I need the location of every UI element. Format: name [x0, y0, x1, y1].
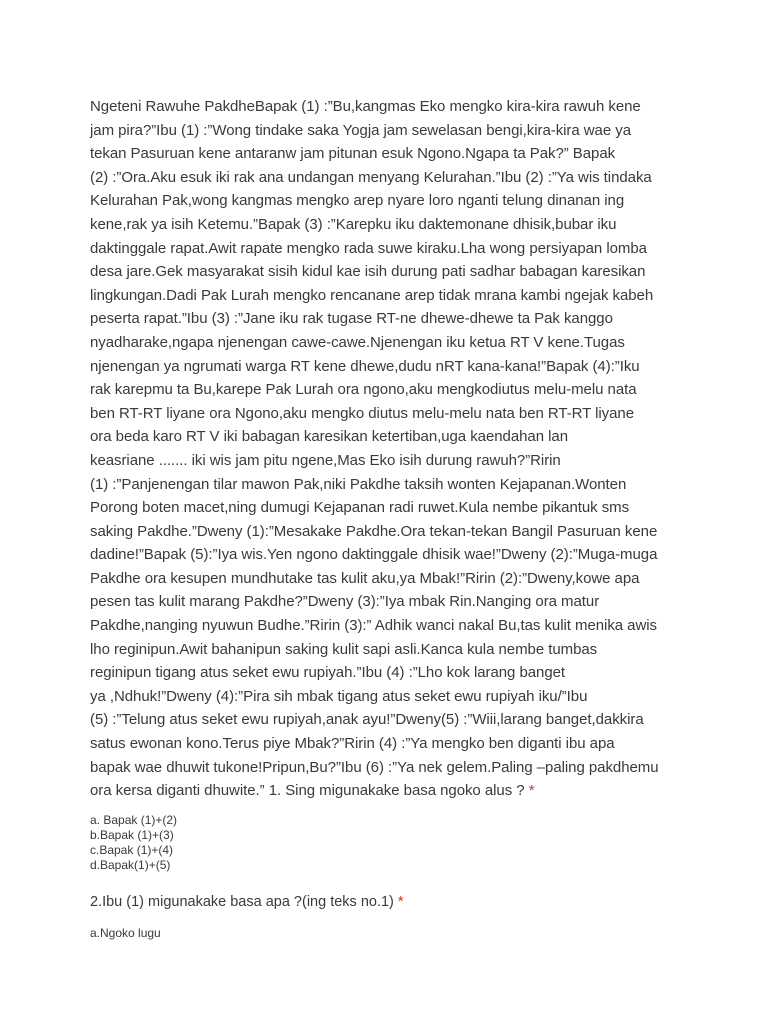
- passage-line: Pakdhe,nanging nyuwun Budhe.”Ririn (3):” Adhik wanci nakal Bu,tas kulit menika awis: [90, 617, 657, 635]
- passage-line: Ngeteni Rawuhe PakdheBapak (1) :”Bu,kangmas Eko mengko kira-kira rawuh kene: [90, 98, 641, 115]
- passage-line: Porong boten macet,ning dumugi Kejapanan radi ruwet.Kula nembe pikantuk sms: [90, 499, 630, 517]
- passage-line: lho reginipun.Awit bahanipun saking kulit sapi asli.Kanca kula nembe tumbas: [90, 640, 598, 658]
- passage-line: pesen tas kulit marang Pakdhe?”Dweny (3):”Iya mbak Rin.Nanging ora matur: [90, 593, 600, 611]
- question-2-option-a[interactable]: a.Ngoko lugu: [90, 925, 161, 940]
- passage-line: tekan Pasuruan kene antaranw jam pitunan esuk Ngono.Ngapa ta Pak?” Bapak: [90, 145, 616, 163]
- passage-line: peserta rapat.”Ibu (3) :”Jane iku rak tugase RT-ne dhewe-dhewe ta Pak kanggo: [90, 310, 613, 328]
- passage-line: bapak wae dhuwit tukone!Pripun,Bu?”Ibu (6) :”Ya nek gelem.Paling –paling pakdhemu: [90, 758, 659, 776]
- passage-line: desa jare.Gek masyarakat sisih kidul kae isih durung pati sadhar babagan karesikan: [90, 263, 646, 281]
- document-body: [90, 95, 690, 941]
- passage-line: lingkungan.Dadi Pak Lurah mengko rencanane arep tidak mrana kambi ngejak kabeh: [90, 286, 654, 304]
- passage-line: Kelurahan Pak,wong kangmas mengko arep nyare loro nganti telung dinanan ing: [90, 192, 625, 210]
- option-c[interactable]: c.Bapak (1)+(4): [90, 843, 174, 858]
- question-1-options: [90, 813, 690, 874]
- passage-line: ben RT-RT liyane ora Ngono,aku mengko diutus melu-melu nata ben RT-RT liyane: [90, 404, 635, 422]
- passage-line: jam pira?”Ibu (1) :”Wong tindake saka Yogja jam sewelasan bengi,kira-kira wae ya: [90, 121, 632, 139]
- passage-line: reginipun tigang atus seket ewu rupiyah.”Ibu (4) :”Lho kok larang banget: [90, 664, 566, 682]
- passage-line: ora beda karo RT V iki babagan karesikan ketertiban,uga kaendahan lan: [90, 428, 568, 446]
- passage-line: daktinggale rapat.Awit rapate mengko rada suwe kiraku.Lha wong persiyapan lomba: [90, 239, 647, 257]
- passage-line: rak karepmu ta Bu,karepe Pak Lurah ora ngono,aku mengkodiutus melu-melu nata: [90, 381, 637, 399]
- passage-line: satus ewonan kono.Terus piye Mbak?”Ririn (4) :”Ya mengko ben diganti ibu apa: [90, 735, 615, 753]
- option-a[interactable]: a. Bapak (1)+(2): [90, 812, 178, 827]
- required-asterisk: *: [528, 782, 535, 800]
- passage-line: (1) :”Panjenengan tilar mawon Pak,niki Pakdhe taksih wonten Kejapanan.Wonten: [90, 475, 627, 493]
- question-2: [90, 892, 690, 912]
- passage-line: nyadharake,ngapa njenengan cawe-cawe.Njenengan iku ketua RT V kene.Tugas: [90, 333, 625, 351]
- passage-line: saking Pakdhe.”Dweny (1):”Mesakake Pakdhe.Ora tekan-tekan Bangil Pasuruan kene: [90, 522, 658, 540]
- passage-line: ya ,Ndhuk!”Dweny (4):”Pira sih mbak tigang atus seket ewu rupiyah iku/”Ibu: [90, 687, 588, 705]
- option-d[interactable]: d.Bapak(1)+(5): [90, 858, 171, 873]
- passage-line: dadine!”Bapak (5):”Iya wis.Yen ngono daktinggale dhisik wae!”Dweny (2):”Muga-muga: [90, 546, 658, 564]
- required-asterisk: *: [397, 893, 404, 910]
- option-b[interactable]: b.Bapak (1)+(3): [90, 828, 174, 843]
- question-1-line: [90, 779, 690, 803]
- passage-line: (2) :”Ora.Aku esuk iki rak ana undangan menyang Kelurahan.”Ibu (2) :”Ya wis tindaka: [90, 168, 652, 186]
- passage-line: njenengan ya ngrumati warga RT kene dhewe,dudu nRT kana-kana!”Bapak (4):”Iku: [90, 357, 640, 375]
- question-2-text: 2.Ibu (1) migunakake basa apa ?(ing teks no.1): [90, 893, 398, 910]
- story-passage: [90, 95, 690, 803]
- passage-line: kene,rak ya isih Ketemu.”Bapak (3) :”Karepku iku daktemonane dhisik,bubar iku: [90, 215, 617, 233]
- passage-line: keasriane ....... iki wis jam pitu ngene,Mas Eko isih durung rawuh?”Ririn: [90, 451, 561, 469]
- passage-line: Pakdhe ora kesupen mundhutake tas kulit aku,ya Mbak!”Ririn (2):”Dweny,kowe apa: [90, 569, 640, 587]
- question-1-text: ora kersa diganti dhuwite.” 1. Sing migunakake basa ngoko alus ?: [90, 782, 529, 800]
- passage-line: (5) :”Telung atus seket ewu rupiyah,anak ayu!”Dweny(5) :”Wiii,larang banget,dakkira: [90, 711, 644, 729]
